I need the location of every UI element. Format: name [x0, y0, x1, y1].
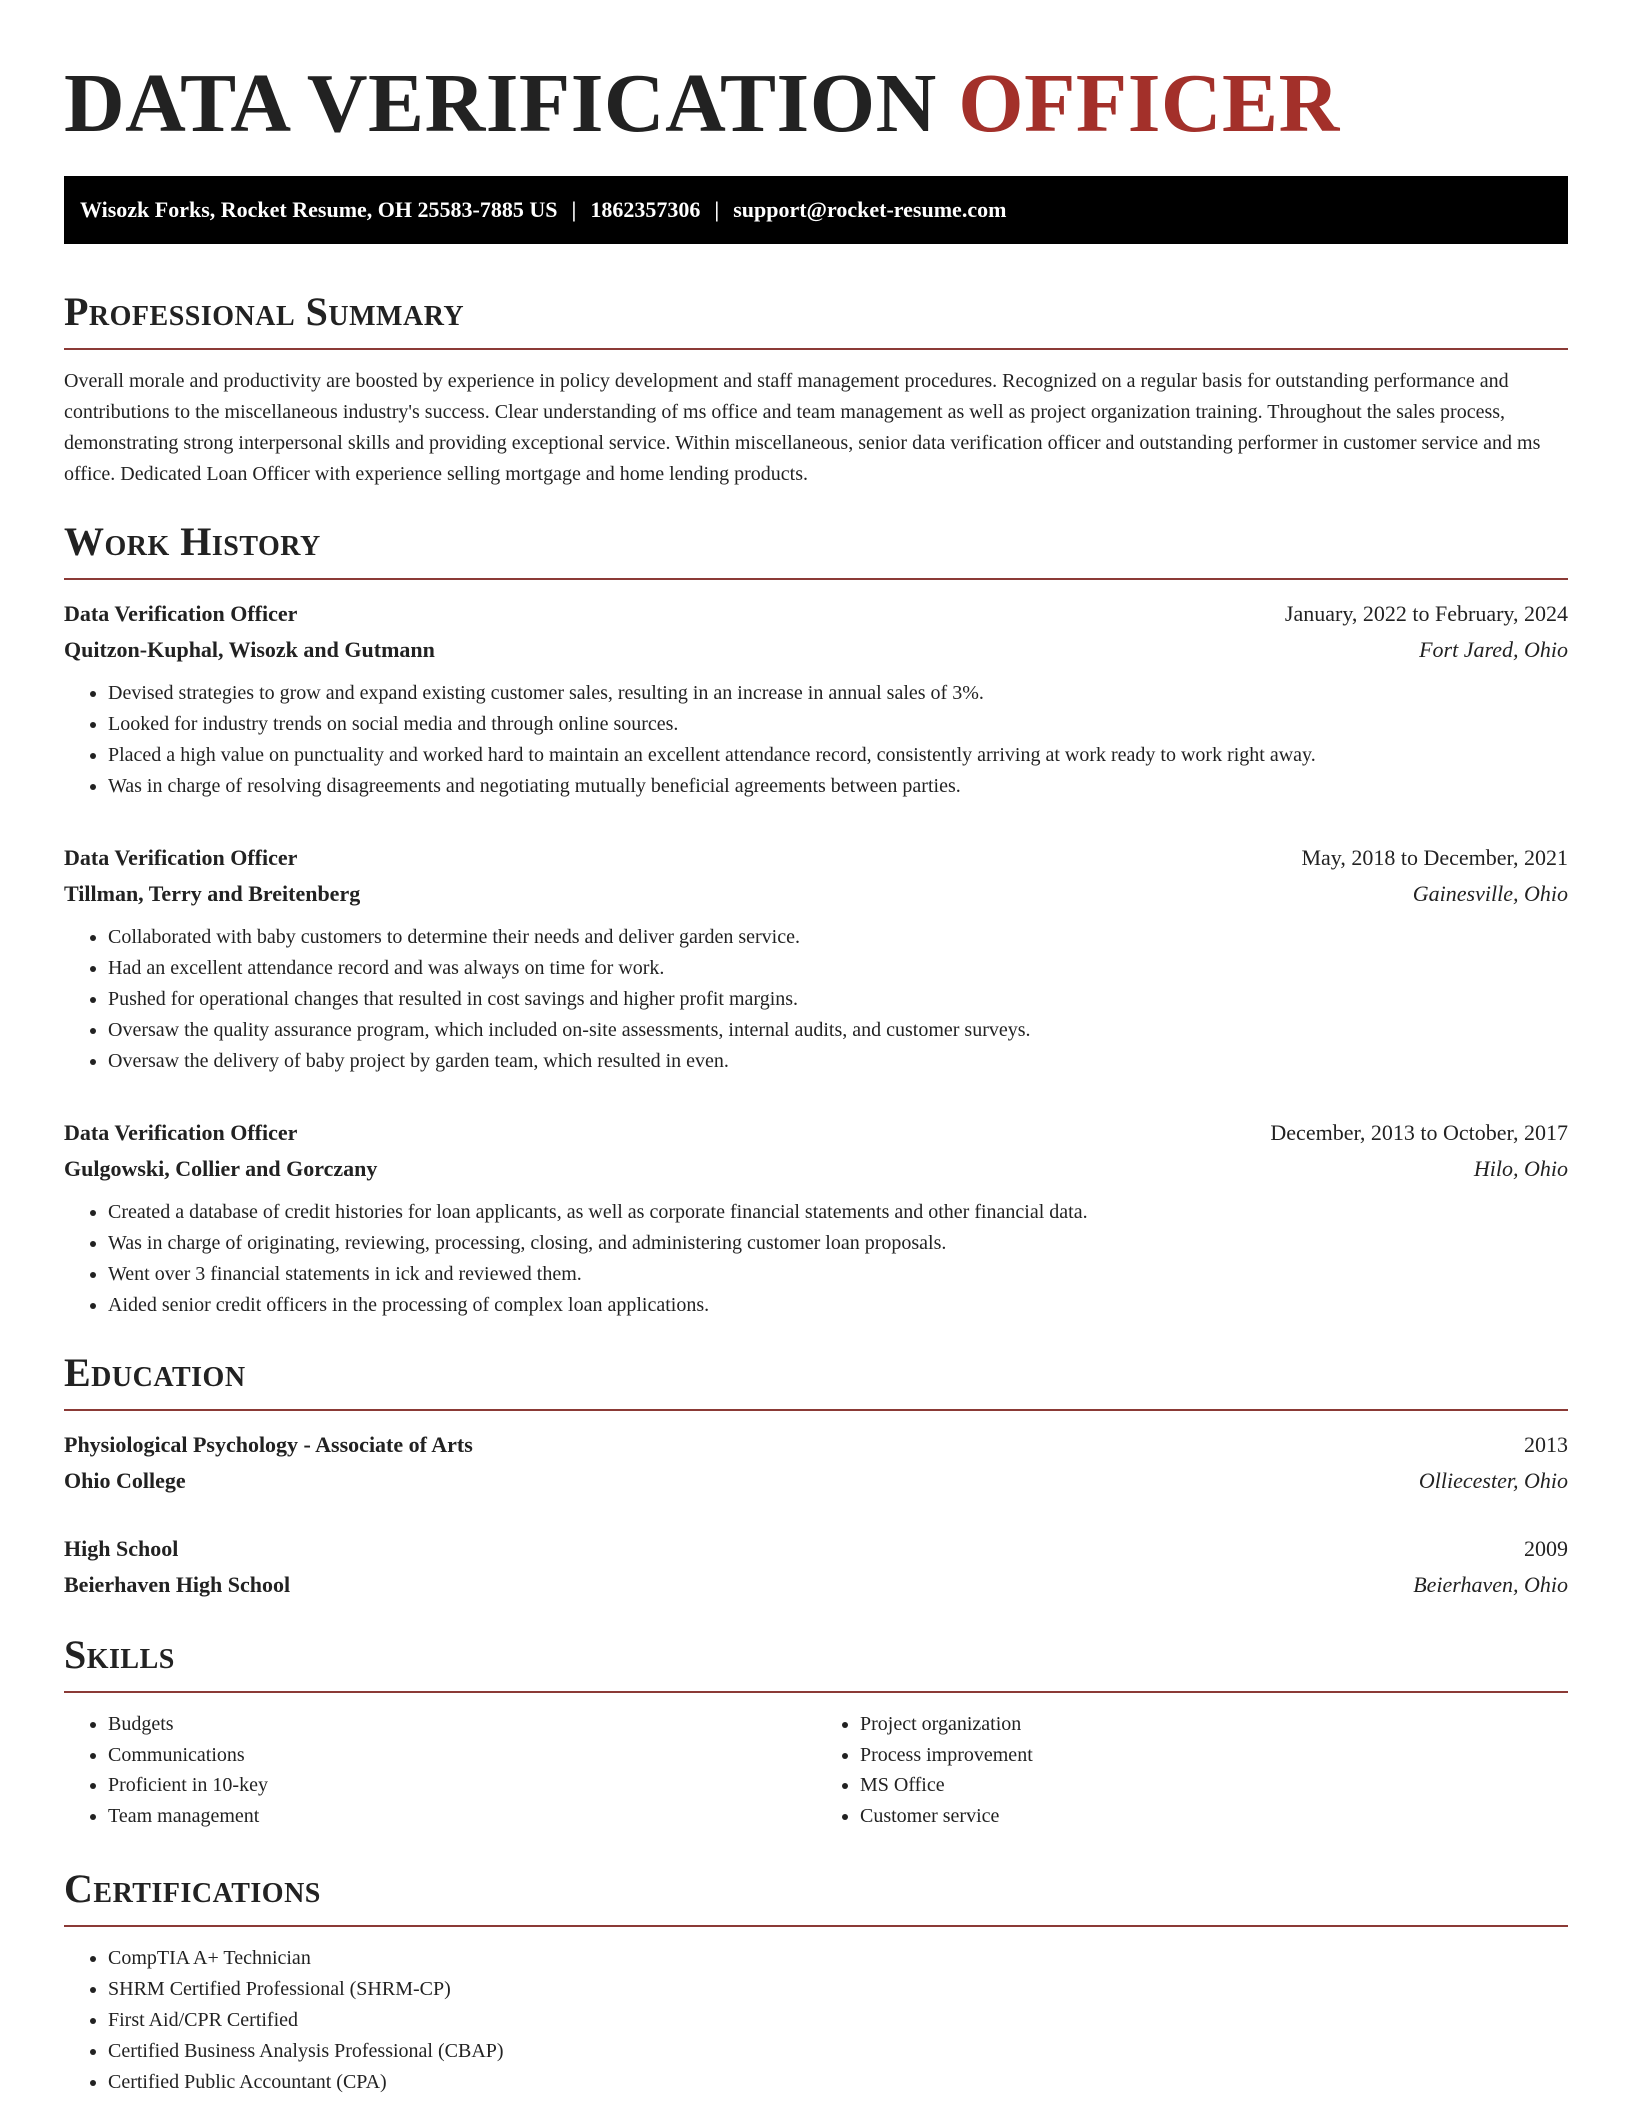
job-header-row [64, 1115, 1568, 1151]
education-degree-row [64, 1531, 1568, 1567]
job-title: Data Verification Officer [64, 845, 298, 870]
job-company: Gulgowski, Collier and Gorczany [64, 1156, 378, 1181]
job-bullets [64, 1197, 1568, 1321]
resume-page [64, 0, 1568, 2098]
job-dates: May, 2018 to December, 2021 [1301, 845, 1568, 870]
job-bullet: • Aided senior credit officers in the processing of complex loan applications. [108, 1290, 1568, 1321]
skills-grid [64, 1709, 1568, 1831]
education-section [64, 1349, 1568, 1603]
section-heading-summary: Professional Summary [64, 289, 465, 334]
job-bullet: • Oversaw the quality assurance program, which included on-site assessments, internal audits, and customer surveys. [108, 1015, 1568, 1046]
skills-section [64, 1631, 1568, 1831]
skill-item: • Team management [108, 1801, 816, 1832]
job-title: Data Verification Officer [64, 1120, 298, 1145]
education-degree: High School [64, 1536, 179, 1561]
job-entry [64, 840, 1568, 1077]
skill-item: • Customer service [860, 1801, 1568, 1832]
education-school-row [64, 1567, 1568, 1603]
job-location: Hilo, Ohio [1473, 1156, 1568, 1181]
education-entry [64, 1427, 1568, 1499]
job-company-row [64, 876, 1568, 912]
certification-item: • CompTIA A+ Technician [108, 1943, 1568, 1974]
section-heading-certifications: Certifications [64, 1866, 321, 1911]
skills-column-right [816, 1709, 1568, 1831]
job-bullet: • Looked for industry trends on social media and through online sources. [108, 709, 1568, 740]
education-school: Beierhaven High School [64, 1572, 291, 1597]
education-year: 2009 [1524, 1536, 1568, 1561]
job-bullets [64, 922, 1568, 1077]
skills-column-left [64, 1709, 816, 1831]
job-bullets [64, 678, 1568, 802]
contact-bar [64, 176, 1568, 244]
job-bullet: • Collaborated with baby customers to determine their needs and deliver garden service. [108, 922, 1568, 953]
title-main: DATA VERIFICATION [64, 57, 937, 150]
certification-item: • Certified Business Analysis Professional (CBAP) [108, 2036, 1568, 2067]
job-company: Quitzon-Kuphal, Wisozk and Gutmann [64, 637, 435, 662]
job-bullet: • Was in charge of originating, reviewing, processing, closing, and administering customer loan proposals. [108, 1228, 1568, 1259]
education-location: Olliecester, Ohio [1418, 1468, 1568, 1493]
certification-item: • SHRM Certified Professional (SHRM-CP) [108, 1974, 1568, 2005]
contact-address: Wisozk Forks, Rocket Resume, OH 25583-7885 US [80, 197, 558, 222]
job-bullet: • Devised strategies to grow and expand existing customer sales, resulting in an increase in annual sales of 3%. [108, 678, 1568, 709]
certification-item: • First Aid/CPR Certified [108, 2005, 1568, 2036]
job-bullet: • Created a database of credit histories for loan applicants, as well as corporate financial statements and other financial data. [108, 1197, 1568, 1228]
contact-separator: | [571, 197, 577, 222]
education-degree: Physiological Psychology - Associate of Arts [64, 1432, 473, 1457]
skill-item: • Budgets [108, 1709, 816, 1740]
certification-item: • Certified Public Accountant (CPA) [108, 2067, 1568, 2098]
job-dates: January, 2022 to February, 2024 [1284, 601, 1568, 626]
job-entry [64, 1115, 1568, 1321]
contact-phone[interactable]: 1862357306 [590, 197, 701, 222]
job-dates: December, 2013 to October, 2017 [1270, 1120, 1568, 1145]
section-divider [64, 1691, 1568, 1693]
section-heading-skills: Skills [64, 1632, 175, 1677]
section-divider [64, 578, 1568, 580]
job-title: Data Verification Officer [64, 601, 298, 626]
job-location: Fort Jared, Ohio [1419, 637, 1568, 662]
section-divider [64, 1409, 1568, 1411]
skill-item: • MS Office [860, 1770, 1568, 1801]
job-location: Gainesville, Ohio [1412, 881, 1568, 906]
section-divider [64, 1925, 1568, 1927]
job-bullet: • Was in charge of resolving disagreements and negotiating mutually beneficial agreements between parties. [108, 771, 1568, 802]
job-company-row [64, 632, 1568, 668]
work-history-section [64, 518, 1568, 1321]
job-bullet: • Pushed for operational changes that resulted in cost savings and higher profit margins. [108, 984, 1568, 1015]
education-degree-row [64, 1427, 1568, 1463]
summary-text: Overall morale and productivity are boosted by experience in policy development and staff management procedures. Recognized on a regular basis for outstanding performance and contributions to the miscellaneous industry's success. Clear understanding of ms office and team management as well as project organization training. Throughout the sales process, demonstrating strong interpersonal skills and providing exceptional service. Within miscellaneous, senior data verification officer and outstanding performer in customer service and ms office. Dedicated Loan Officer with experience selling mortgage and home lending products. [64, 370, 1541, 485]
resume-title [64, 56, 1568, 152]
education-entry [64, 1531, 1568, 1603]
job-header-row [64, 840, 1568, 876]
skill-item: • Process improvement [860, 1740, 1568, 1771]
education-year: 2013 [1524, 1432, 1568, 1457]
section-heading-work-history: Work History [64, 519, 321, 564]
title-accent: OFFICER [958, 57, 1340, 150]
skill-item: • Communications [108, 1740, 816, 1771]
job-company-row [64, 1151, 1568, 1187]
job-bullet: • Oversaw the delivery of baby project by garden team, which resulted in even. [108, 1046, 1568, 1077]
skill-item: • Project organization [860, 1709, 1568, 1740]
job-bullet: • Went over 3 financial statements in ick and reviewed them. [108, 1259, 1568, 1290]
job-company: Tillman, Terry and Breitenberg [64, 881, 361, 906]
contact-separator: | [714, 197, 720, 222]
education-location: Beierhaven, Ohio [1413, 1572, 1568, 1597]
skill-item: • Proficient in 10-key [108, 1770, 816, 1801]
summary-section [64, 288, 1568, 490]
education-school-row [64, 1463, 1568, 1499]
job-bullet: • Had an excellent attendance record and was always on time for work. [108, 953, 1568, 984]
education-school: Ohio College [64, 1468, 186, 1493]
certifications-list [64, 1943, 1568, 2098]
job-entry [64, 596, 1568, 802]
section-heading-education: Education [64, 1350, 246, 1395]
job-header-row [64, 596, 1568, 632]
certifications-section [64, 1865, 1568, 2098]
contact-email[interactable]: support@rocket-resume.com [733, 197, 1007, 222]
job-bullet: • Placed a high value on punctuality and worked hard to maintain an excellent attendance record, consistently arriving at work ready to work right away. [108, 740, 1568, 771]
section-divider [64, 348, 1568, 350]
